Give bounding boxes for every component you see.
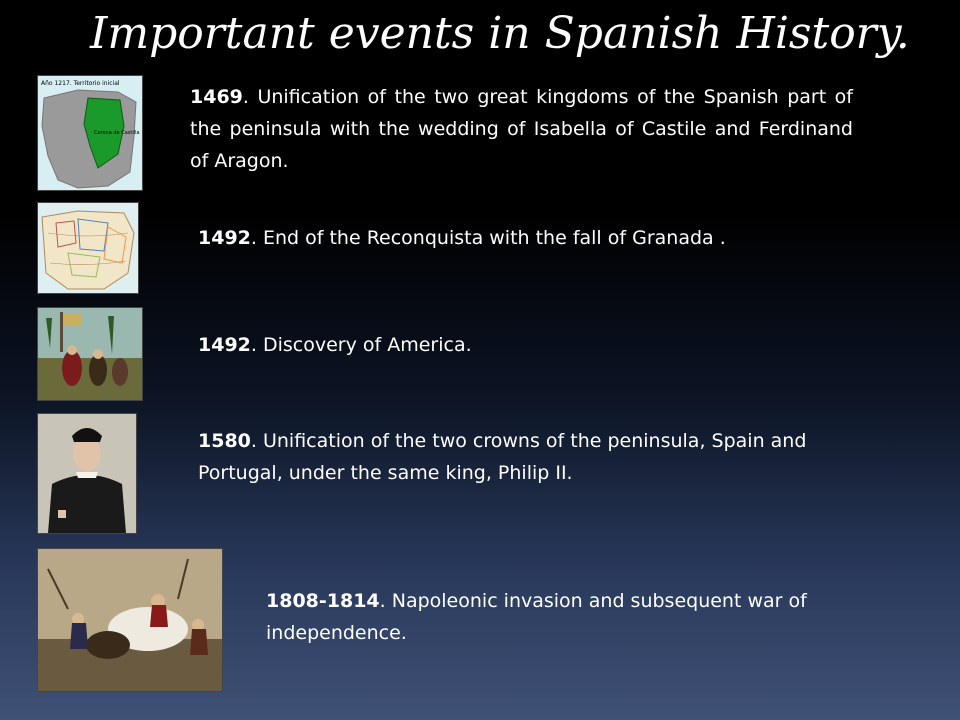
- event-1492-reconquista: [198, 222, 778, 254]
- map-region-label: Corona de Castilla: [94, 130, 140, 136]
- castile-map-image: [37, 75, 143, 191]
- painting-icon: [38, 308, 142, 400]
- battle-painting-icon: [38, 549, 222, 691]
- philip-ii-portrait-image: [37, 413, 137, 534]
- reconquista-map-image: [37, 202, 139, 294]
- event-year: 1469: [190, 86, 243, 108]
- map-top-label: Año 1217. Territorio inicial: [41, 80, 120, 87]
- event-text: . Napoleonic invasion and subsequent war of independence.: [266, 590, 807, 644]
- event-text: . Unification of the two great kingdoms of the Spanish part of the peninsula with the wedding of Isabella of Castile and Ferdinand of Aragon.: [190, 86, 853, 172]
- castile-map-icon: [38, 76, 142, 190]
- event-year: 1492: [198, 227, 251, 249]
- event-year: 1808-1814: [266, 590, 380, 612]
- historical-map-icon: [38, 203, 138, 293]
- slide-title: Important events in Spanish History.: [90, 8, 910, 59]
- event-1492-america: [198, 329, 778, 361]
- event-text: . End of the Reconquista with the fall of Granada .: [250, 227, 726, 249]
- columbus-painting-image: [37, 307, 143, 401]
- event-1808-1814: [266, 585, 906, 649]
- battle-painting-image: [37, 548, 223, 692]
- event-year: 1580: [198, 430, 251, 452]
- event-1580: [198, 425, 858, 489]
- event-year: 1492: [198, 334, 251, 356]
- event-text: . Discovery of America.: [250, 334, 472, 356]
- portrait-icon: [38, 414, 136, 533]
- event-text: . Unification of the two crowns of the peninsula, Spain and Portugal, under the same king, Philip II.: [198, 430, 807, 484]
- event-1469: [190, 81, 853, 177]
